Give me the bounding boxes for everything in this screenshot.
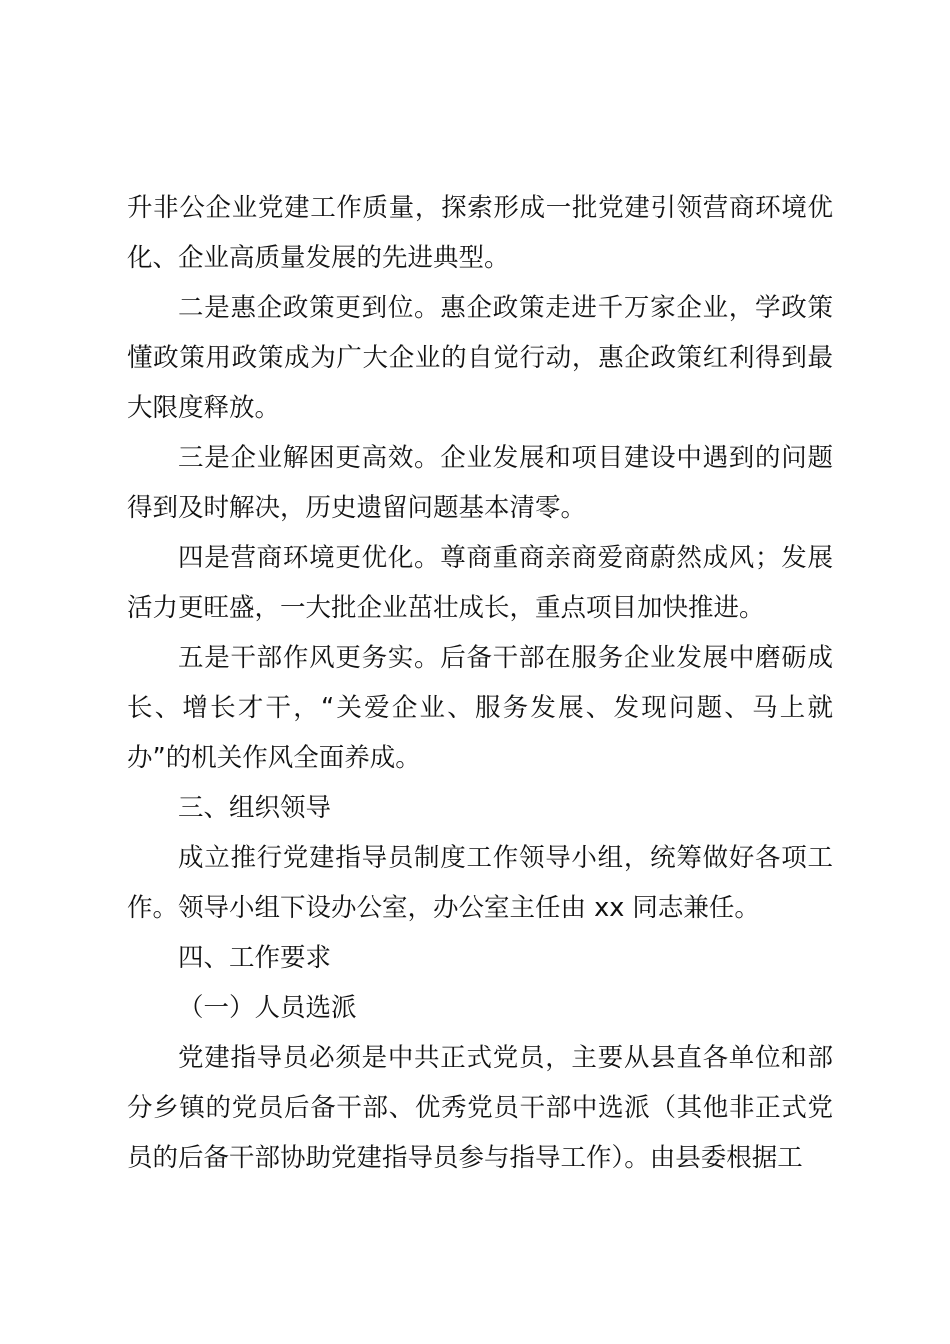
paragraph-problem-solving: 三是企业解困更高效。企业发展和项目建设中遇到的问题得到及时解决，历史遗留问题基本清零。: [127, 443, 833, 523]
paragraph-business-environment: 四是营商环境更优化。尊商重商亲商爱商蔚然成风；发展活力更旺盛，一大批企业茁壮成长，重点项目加快推进。: [127, 543, 833, 623]
paragraph-continuation: 升非公企业党建工作质量，探索形成一批党建引领营商环境优化、企业高质量发展的先进典型。: [127, 193, 833, 273]
section-heading-organization: 三、组织领导: [178, 793, 332, 823]
section-heading-requirements: 四、工作要求: [178, 943, 332, 973]
paragraph-leading-group: 成立推行党建指导员制度工作领导小组，统筹做好各项工作。领导小组下设办公室，办公室主任由 xx 同志兼任。: [127, 843, 833, 923]
paragraph-policy: 二是惠企政策更到位。惠企政策走进千万家企业，学政策懂政策用政策成为广大企业的自觉行动，惠企政策红利得到最大限度释放。: [127, 293, 833, 423]
paragraph-selection: 党建指导员必须是中共正式党员，主要从县直各单位和部分乡镇的党员后备干部、优秀党员干部中选派（其他非正式党员的后备干部协助党建指导员参与指导工作）。由县委根据工: [127, 1043, 833, 1173]
paragraph-cadre-style: 五是干部作风更务实。后备干部在服务企业发展中磨砺成长、增长才干，“关爱企业、服务发展、发现问题、马上就办”的机关作风全面养成。: [127, 643, 833, 773]
subsection-heading-selection: （一）人员选派: [178, 993, 357, 1023]
document-body: [127, 183, 833, 1183]
